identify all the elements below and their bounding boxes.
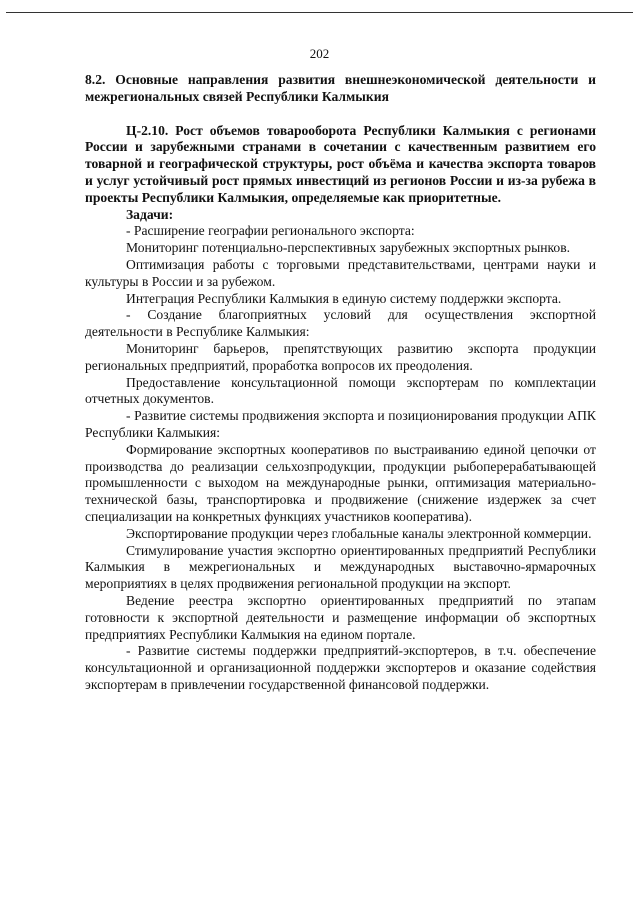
paragraph: - Развитие системы поддержки предприятий-экспортеров, в т.ч. обеспечение консультационной и организационной поддержки экспортеров и оказание содействия экспортерам в привлечении государственной финансовой поддержки.	[85, 643, 596, 692]
paragraph: Мониторинг барьеров, препятствующих развитию экспорта продукции региональных предприятий, проработка вопросов их преодоления.	[85, 340, 596, 373]
paragraph: Интеграция Республики Калмыкия в единую систему поддержки экспорта.	[126, 290, 562, 306]
paragraph: Ведение реестра экспортно ориентированных предприятий по этапам готовности к экспортной деятельности и размещение информации об экспортных предприятиях Республики Калмыкия на едином портале.	[85, 592, 596, 642]
page-content	[85, 72, 596, 694]
goal-statement: Ц-2.10. Рост объемов товарооборота Республики Калмыкия с регионами России и зарубежными странами в сочетании с качественным развитием его товарной и географической структуры, рост объёма и качества экспорта товаров и услуг устойчивый рост прямых инвестиций из регионов России и из-за рубежа в проекты Республики Калмыкия, определяемые как приоритетные.	[85, 122, 596, 205]
paragraph: Предоставление консультационной помощи экспортерам по комплектации отчетных документов.	[85, 374, 596, 407]
spacer	[85, 106, 596, 123]
paragraph: Формирование экспортных кооперативов по выстраиванию единой цепочки от производства до реализации сельхозпродукции, продукции рыбоперерабатывающей промышленности с выходом на международные рынки, оптимизация материально-технической базы, транспортировка и продвижение (снижение издержек за счет специализации на конкретных функциях участников кооператива).	[85, 441, 596, 524]
section-heading: 8.2. Основные направления развития внешнеэкономической деятельности и межрегиональных связей Республики Калмыкия	[85, 72, 596, 104]
page-number: 202	[309, 46, 330, 61]
paragraph: Оптимизация работы с торговыми представительствами, центрами науки и культуры в России и за рубежом.	[85, 256, 596, 289]
paragraph: Стимулирование участия экспортно ориентированных предприятий Республики Калмыкия в межрегиональных и международных выставочно-ярмарочных мероприятиях в целях продвижения региональной продукции на экспорт.	[85, 542, 596, 592]
tasks-label: Задачи:	[126, 206, 174, 222]
paragraph: - Создание благоприятных условий для осуществления экспортной деятельности в Республике Калмыкия:	[85, 307, 596, 340]
paragraph: - Развитие системы продвижения экспорта и позиционирования продукции АПК Республики Калмыкия:	[85, 408, 596, 440]
paragraph: Мониторинг потенциально-перспективных зарубежных экспортных рынков.	[126, 240, 571, 256]
paragraph: Экспортирование продукции через глобальные каналы электронной коммерции.	[126, 525, 592, 541]
top-rule	[6, 12, 633, 13]
paragraph: - Расширение географии регионального экспорта:	[126, 223, 415, 239]
